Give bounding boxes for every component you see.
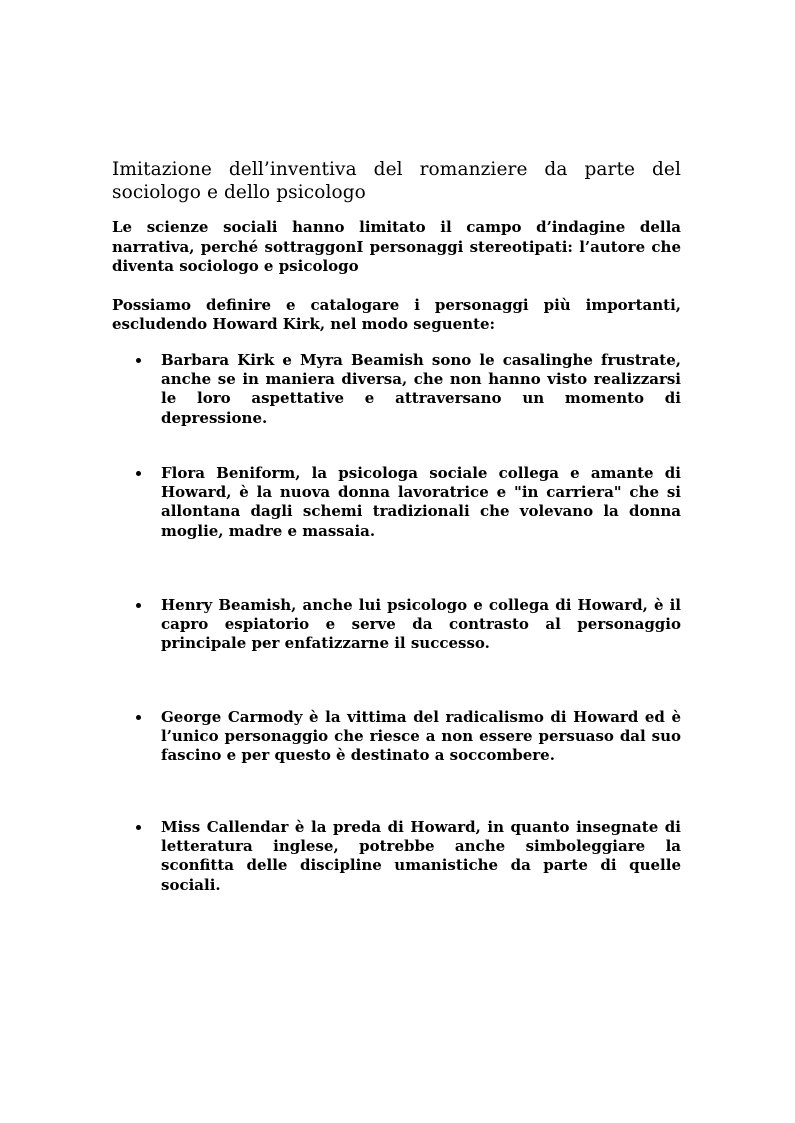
list-item-text: Barbara Kirk e Myra Beamish sono le casalinghe frustrate, anche se in maniera diversa, che non hanno visto realizzarsi le loro aspettative e attraversano un momento di depressione. — [161, 351, 681, 427]
document-page — [112, 158, 681, 335]
list-item-text: Miss Callendar è la preda di Howard, in quanto insegnate di letteratura inglese, potrebbe anche simboleggiare la sconfitta delle discipline umanistiche da parte di quelle sociali. — [161, 818, 681, 894]
list-item-text: Flora Beniform, la psicologa sociale collega e amante di Howard, è la nuova donna lavoratrice e "in carriera" che si allontana dagli schemi tradizionali che volevano la donna moglie, madre e massaia. — [161, 464, 681, 540]
intro-paragraph: Le scienze sociali hanno limitato il campo d’indagine della narrativa, perché sottraggonI personaggi stereotipati: l’autore che diventa sociologo e psicologo — [112, 218, 681, 275]
list-item-text: Henry Beamish, anche lui psicologo e collega di Howard, è il capro espiatorio e serve da contrasto al personaggio principale per enfatizzarne il successo. — [161, 596, 681, 653]
document-title: Imitazione dell’inventiva del romanziere da parte del sociologo e dello psicologo — [112, 159, 681, 203]
bullet-icon — [136, 715, 141, 720]
bullet-icon — [136, 603, 141, 608]
bullet-icon — [136, 825, 141, 830]
bullet-icon — [136, 471, 141, 476]
list-item-text: George Carmody è la vittima del radicalismo di Howard ed è l’unico personaggio che riesce a non essere persuaso dal suo fascino e per questo è destinato a soccombere. — [161, 708, 681, 765]
list-introduction-paragraph: Possiamo definire e catalogare i personaggi più importanti, escludendo Howard Kirk, nel modo seguente: — [112, 295, 681, 333]
character-list-container — [112, 351, 681, 894]
bullet-icon — [136, 358, 141, 363]
